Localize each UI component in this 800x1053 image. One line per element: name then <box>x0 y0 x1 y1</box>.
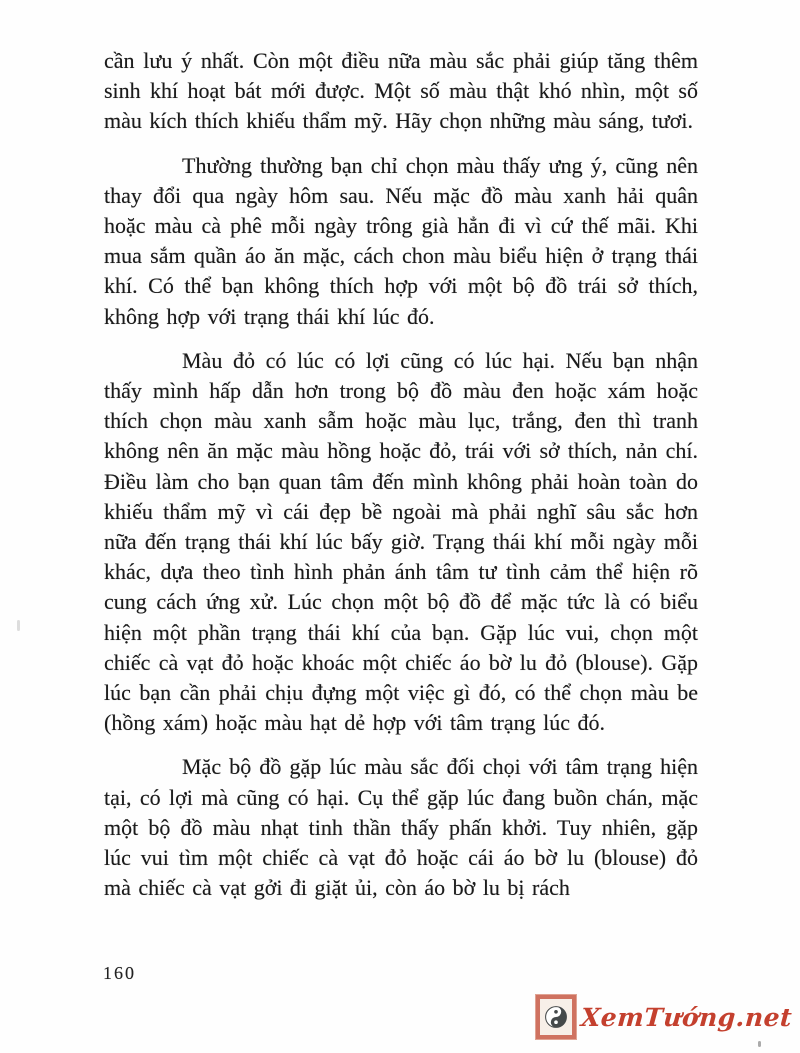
scan-artifact <box>758 1041 761 1047</box>
paragraph-3: Màu đỏ có lúc có lợi cũng có lúc hại. Nếu bạn nhận thấy mình hấp dẫn hơn trong bộ đồ màu đen hoặc xám hoặc thích chọn màu xanh sẫm hoặc màu lục, trắng, đen thì tranh không nên ăn mặc màu hồng hoặc đỏ, trái với sở thích, nản chí. Điều làm cho bạn quan tâm đến mình không phải hoàn toàn do khiếu thẩm mỹ vì cái đẹp bề ngoài mà phải nghĩ sâu sắc hơn nữa đến trạng thái khí lúc bấy giờ. Trạng thái khí mỗi ngày mỗi khác, dựa theo tình hình phản ánh tâm tư tình cảm thể hiện rõ cung cách ứng xử. Lúc chọn một bộ đồ để mặc tức là có biểu hiện một phần trạng thái khí của bạn. Gặp lúc vui, chọn một chiếc cà vạt đỏ hoặc khoác một chiếc áo bờ lu đỏ (blouse). Gặp lúc bạn cần phải chịu đựng một việc gì đó, có thể chọn màu be (hồng xám) hoặc màu hạt dẻ hợp với tâm trạng lúc đó. <box>104 347 698 736</box>
body-text <box>104 46 698 917</box>
yin-yang-icon <box>536 995 576 1039</box>
watermark-text: XemTướng.net <box>579 1002 794 1032</box>
paragraph-4: Mặc bộ đồ gặp lúc màu sắc đối chọi với tâm trạng hiện tại, có lợi mà cũng có hại. Cụ thể gặp lúc đang buồn chán, mặc một bộ đồ màu nhạt tinh thần thấy phấn khởi. Tuy nhiên, gặp lúc vui tìm một chiếc cà vạt đỏ hoặc cái áo bờ lu (blouse) đỏ mà chiếc cà vạt gởi đi giặt ủi, còn áo bờ lu bị rách <box>104 754 698 901</box>
scan-artifact <box>17 620 20 631</box>
watermark-link[interactable] <box>536 995 792 1039</box>
paragraph-2: Thường thường bạn chỉ chọn màu thấy ưng ý, cũng nên thay đổi qua ngày hôm sau. Nếu mặc đồ màu xanh hải quân hoặc màu cà phê mỗi ngày trông già hẳn đi vì cứ thế mãi. Khi mua sắm quần áo ăn mặc, cách chon màu biểu hiện ở trạng thái khí. Có thể bạn không thích hợp với một bộ đồ trái sở thích, không hợp với trạng thái khí lúc đó. <box>104 152 698 329</box>
paragraph-1: cần lưu ý nhất. Còn một điều nữa màu sắc phải giúp tăng thêm sinh khí hoạt bát mới được. Một số màu thật khó nhìn, một số màu kích thích khiếu thẩm mỹ. Hãy chọn những màu sáng, tươi. <box>104 48 698 134</box>
page-number: 160 <box>103 963 136 983</box>
